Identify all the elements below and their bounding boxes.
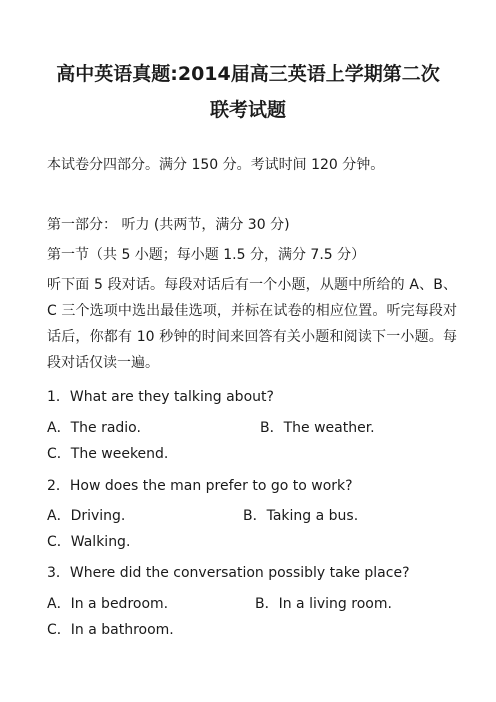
exam-title-line-1: 高中英语真题:2014届高三英语上学期第二次 (56, 63, 440, 85)
question-1-option-b: B．The weather. (260, 420, 375, 436)
exam-title-line-2: 联考试题 (209, 99, 286, 121)
question-3-option-c: C．In a bathroom. (47, 622, 174, 638)
question-3-option-b: B．In a living room. (255, 596, 392, 612)
question-2-option-a: A．Driving. (47, 508, 126, 524)
section-1-heading: 第一节（共 5 小题；每小题 1.5 分，满分 7.5 分） (47, 247, 366, 263)
question-3-stem: 3．Where did the conversation possibly take place? (47, 565, 410, 581)
exam-intro: 本试卷分四部分。满分 150 分。考试时间 120 分钟。 (47, 157, 385, 173)
part-1-heading: 第一部分： 听力 (共两节，满分 30 分) (47, 217, 290, 233)
question-1-option-c: C．The weekend. (47, 446, 169, 462)
question-2-stem: 2．How does the man prefer to go to work? (47, 478, 353, 494)
question-1-option-a: A．The radio. (47, 420, 141, 436)
listening-instructions: 听下面 5 段对话。每段对话后有一个小题，从题中所给的 A、B、C 三个选项中选出最佳选项，并标在试卷的相应位置。听完每段对话后，你都有 10 秒钟的时间来回答有关小题和阅读下一小题。每段对话仅读一遍。 (47, 277, 457, 371)
question-1-stem: 1．What are they talking about? (47, 389, 274, 405)
question-2-option-b: B．Taking a bus. (243, 508, 359, 524)
question-3-option-a: A．In a bedroom. (47, 596, 169, 612)
question-2-option-c: C．Walking. (47, 534, 131, 550)
